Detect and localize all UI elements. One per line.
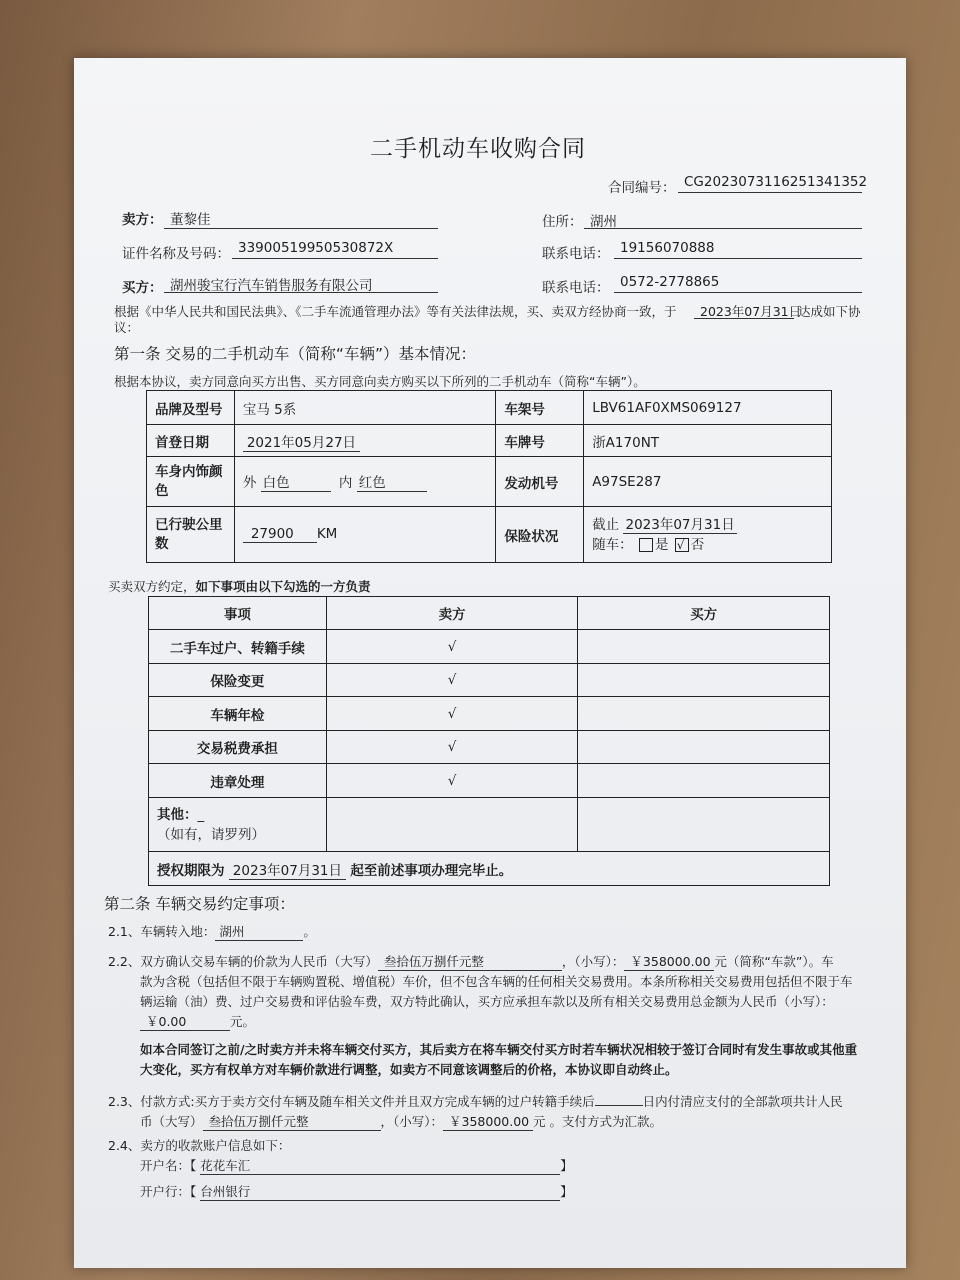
account-bank-row: 开户行：【 台州银行 】 xyxy=(140,1184,573,1199)
matter-buyer-check xyxy=(578,764,830,798)
intro-line-1a: 根据《中华人民共和国民法典》、《二手车流通管理办法》等有关法律法规，买、卖双方经协商一致，于 xyxy=(114,304,677,319)
clause-2-2-line-4: ￥0.00 元。 xyxy=(140,1012,255,1031)
authorization-date: 2023年07月31日 xyxy=(229,863,346,880)
clause-2-4-title: 2.4、卖方的收款账户信息如下： xyxy=(108,1138,291,1153)
vehicle-table xyxy=(146,390,832,563)
id-no-label: 证件名称及号码： xyxy=(122,246,230,262)
payment-upper: 叁拾伍万捌仟元整 xyxy=(203,1112,381,1131)
reg-date-label: 首登日期 xyxy=(147,425,235,457)
seller-label: 卖方： xyxy=(122,212,163,228)
intro-date: 2023年07月31日 xyxy=(700,304,802,319)
contract-title: 二手机动车收购合同 xyxy=(370,136,586,162)
clause-2-3-line-2: 币（大写） 叁拾伍万捌仟元整 ，（小写）： ￥358000.00 元 。支付方式为汇款。 xyxy=(140,1114,663,1129)
account-name-row: 开户名：【 花花车汇 】 xyxy=(140,1158,573,1173)
article-1-desc: 根据本协议，卖方同意向买方出售、买方同意向卖方购买以下所列的二手机动车（简称“车辆”）。 xyxy=(114,374,646,389)
matter-seller-check: √ xyxy=(326,697,578,731)
matter-item: 交易税费承担 xyxy=(149,731,327,764)
seller-value: 董黎佳 xyxy=(170,212,211,228)
matter-buyer-check xyxy=(578,697,830,731)
fee-amount: ￥0.00 xyxy=(140,1012,230,1031)
clause-2-2-bold-2: 大变化，买方有权单方对车辆价款进行调整，如卖方不同意该调整后的价格，本协议即自动终止。 xyxy=(140,1062,678,1077)
clause-2-2-bold-1: 如本合同签订之前/之时卖方并未将车辆交付买方，其后卖方在将车辆交付买方时若车辆状况相较于签订合同时有发生事故或其他重 xyxy=(140,1042,858,1057)
buyer-phone-label: 联系电话： xyxy=(542,280,610,296)
price-lower: ￥358000.00 xyxy=(624,952,714,971)
mileage-value: 27900 xyxy=(243,526,317,543)
matter-item: 保险变更 xyxy=(149,664,327,697)
intro-line-1b: 达成如下协 xyxy=(798,304,861,319)
contract-paper xyxy=(74,58,906,1268)
intro-line-2: 议： xyxy=(114,320,140,335)
matter-item: 二手车过户、转籍手续 xyxy=(149,630,327,664)
price-upper: 叁拾伍万捌仟元整 xyxy=(378,952,562,971)
matter-seller-check: √ xyxy=(326,630,578,664)
matters-header-seller: 卖方 xyxy=(326,597,578,630)
buyer-value: 湖州骏宝行汽车销售服务有限公司 xyxy=(170,278,373,294)
color-cell: 外 白色 内 红色 xyxy=(234,457,496,507)
color-label: 车身内饰颜 色 xyxy=(147,457,235,507)
reg-date-value: 2021年05月27日 xyxy=(243,435,360,452)
matters-header-item: 事项 xyxy=(149,597,327,630)
matter-other-seller xyxy=(326,798,578,852)
clause-2-1: 2.1、车辆转入地： 湖州 。 xyxy=(108,924,316,939)
account-bank: 台州银行 xyxy=(200,1182,560,1201)
plate-label: 车牌号 xyxy=(496,425,584,457)
clause-2-2-line-2: 款为含税（包括但不限于车辆购置税、增值税）车价，但不包含车辆的任何相关交易费用。本条所称相关交易费用包括但不限于车 xyxy=(140,974,853,989)
engine-label: 发动机号 xyxy=(496,457,584,507)
matter-seller-check: √ xyxy=(326,731,578,764)
engine-value: A97SE287 xyxy=(584,457,832,507)
seller-phone-value: 19156070888 xyxy=(620,240,715,256)
mileage-cell: 27900 KM xyxy=(234,507,496,563)
contract-no-value: CG2023073116251341352 xyxy=(684,174,868,190)
authorization-row: 授权期限为 2023年07月31日 起至前述事项办理完毕止。 xyxy=(149,852,830,886)
clause-2-3-line-1: 2.3、付款方式:买方于卖方交付车辆及随车相关文件并且双方完成车辆的过户转籍手续后 日内付清应支付的全部款项共计人民 xyxy=(108,1094,843,1109)
agree-line: 买卖双方约定，如下事项由以下勾选的一方负责 xyxy=(108,579,371,594)
interior-color: 红色 xyxy=(357,471,427,492)
clause-2-2-line-1: 2.2、双方确认交易车辆的价款为人民币（大写） 叁拾伍万捌仟元整 ，（小写）： ￥358000.00 元（简称“车款”）。车 xyxy=(108,954,834,969)
matter-buyer-check xyxy=(578,731,830,764)
buyer-label: 买方： xyxy=(122,280,163,296)
insurance-label: 保险状况 xyxy=(496,507,584,563)
brand-label: 品牌及型号 xyxy=(147,391,235,425)
brand-value: 宝马 5系 xyxy=(234,391,496,425)
clause-2-2-line-3: 辆运输（油）费、过户交易费和评估验车费，双方特此确认，买方应承担车款以及所有相关交易费用总金额为人民币（小写）： xyxy=(140,994,834,1009)
address-value: 湖州 xyxy=(590,214,617,230)
matter-item: 违章处理 xyxy=(149,764,327,798)
buyer-phone-value: 0572-2778865 xyxy=(620,274,720,290)
matter-other: 其他：_ （如有，请罗列） xyxy=(149,798,327,852)
matter-item: 车辆年检 xyxy=(149,697,327,731)
insurance-yes-checkbox[interactable] xyxy=(639,538,653,552)
payment-lower: ￥358000.00 xyxy=(443,1112,533,1131)
article-1-title: 第一条 交易的二手机动车（简称“车辆”）基本情况： xyxy=(114,345,476,363)
matter-buyer-check xyxy=(578,630,830,664)
insurance-cell: 截止 2023年07月31日 随车： 是 √ 否 xyxy=(584,507,832,563)
address-label: 住所： xyxy=(542,214,583,230)
article-2-title: 第二条 车辆交易约定事项： xyxy=(104,895,295,913)
matters-table xyxy=(148,596,830,886)
matter-seller-check: √ xyxy=(326,664,578,697)
transfer-place: 湖州 xyxy=(215,922,303,941)
account-name: 花花车汇 xyxy=(200,1156,560,1175)
id-no-value: 33900519950530872X xyxy=(238,240,394,256)
mileage-label: 已行驶公里 数 xyxy=(147,507,235,563)
exterior-color: 白色 xyxy=(261,471,331,492)
vin-value: LBV61AF0XMS069127 xyxy=(584,391,832,425)
matter-other-buyer xyxy=(578,798,830,852)
contract-no-label: 合同编号： xyxy=(608,180,676,196)
matter-buyer-check xyxy=(578,664,830,697)
plate-value: 浙A170NT xyxy=(584,425,832,457)
insurance-until: 2023年07月31日 xyxy=(625,516,735,533)
vin-label: 车架号 xyxy=(496,391,584,425)
matters-header-buyer: 买方 xyxy=(578,597,830,630)
seller-phone-label: 联系电话： xyxy=(542,246,610,262)
insurance-no-checkbox[interactable] xyxy=(675,538,689,552)
matter-seller-check: √ xyxy=(326,764,578,798)
